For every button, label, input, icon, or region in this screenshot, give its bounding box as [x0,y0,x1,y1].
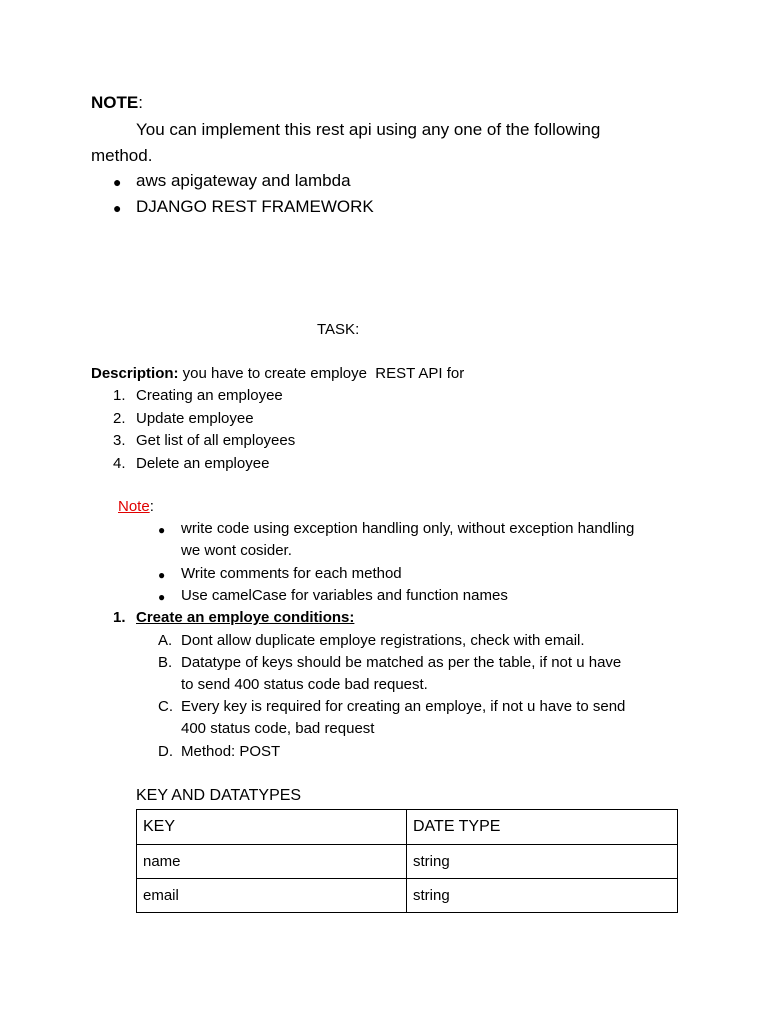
list-item-number: 1. [113,387,126,404]
note-text-line2: method. [91,146,153,165]
list-item: Delete an employee [136,455,270,472]
condition-a: Dont allow duplicate employe registrations, check with email. [181,632,585,649]
list-item-number: 2. [113,410,126,427]
table-cell: string [407,845,678,879]
note-heading-label: NOTE [91,93,139,112]
table-row [137,879,678,913]
bullet-icon: ● [158,523,166,537]
note-option-1: aws apigateway and lambda [136,171,351,190]
table-row [137,845,678,879]
table-header-row [137,810,678,845]
note2-heading-label: Note [118,498,150,515]
table-cell: email [137,879,407,913]
note-heading-colon: : [138,93,143,112]
table-header-cell: DATE TYPE [407,810,678,845]
key-datatype-table [136,809,678,913]
table-header-cell: KEY [137,810,407,845]
list-item: Creating an employee [136,387,283,404]
bullet-icon: ● [113,200,122,216]
note-heading [91,93,143,113]
description-label: Description: [91,365,179,382]
section1-number: 1. [113,609,126,626]
note-option-2: DJANGO REST FRAMEWORK [136,197,374,216]
note2-item1-line1: write code using exception handling only, without exception handling [181,520,635,537]
condition-c-line1: Every key is required for creating an employe, if not u have to send [181,698,626,715]
note2-item3: Use camelCase for variables and function names [181,587,508,604]
note2-heading [118,498,154,515]
condition-label-d: D. [158,743,173,760]
list-item-number: 4. [113,455,126,472]
condition-label-c: C. [158,698,173,715]
note2-item2: Write comments for each method [181,565,402,582]
bullet-icon: ● [158,590,166,604]
condition-d: Method: POST [181,743,281,760]
condition-c-line2: 400 status code, bad request [181,720,375,737]
condition-b-line1: Datatype of keys should be matched as per the table, if not u have [181,654,622,671]
description-line [91,365,464,382]
section1-title: Create an employe conditions: [136,609,355,626]
bullet-icon: ● [113,174,122,190]
note2-heading-colon: : [149,498,154,515]
note2-item1-line2: we wont cosider. [181,542,292,559]
list-item: Get list of all employees [136,432,296,449]
condition-label-b: B. [158,654,173,671]
bullet-icon: ● [158,568,166,582]
note-text-line1: You can implement this rest api using any one of the following [136,120,601,139]
table-cell: string [407,879,678,913]
condition-b-line2: to send 400 status code bad request. [181,676,428,693]
table-cell: name [137,845,407,879]
key-table-title: KEY AND DATATYPES [136,787,302,804]
list-item-number: 3. [113,432,126,449]
description-text: you have to create employe REST API for [178,365,465,382]
task-title: TASK: [317,321,360,338]
list-item: Update employee [136,410,254,427]
condition-label-a: A. [158,632,173,649]
